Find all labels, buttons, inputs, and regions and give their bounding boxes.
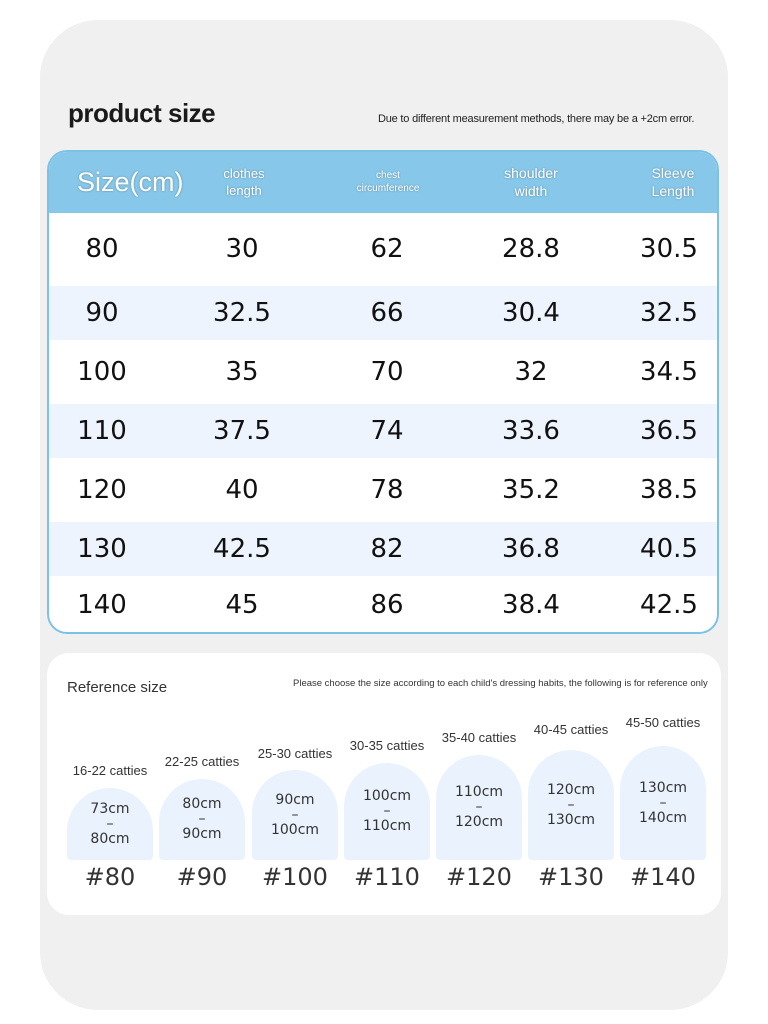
table-cell: 100	[77, 357, 127, 387]
size-code-label: #110	[354, 863, 420, 891]
table-cell: 130	[77, 534, 127, 564]
weight-range-label: 25-30 catties	[257, 746, 333, 761]
header-label-line2: length	[226, 182, 262, 198]
reference-size-item	[252, 653, 338, 915]
reference-size-item	[620, 653, 706, 915]
height-range-dash: –	[291, 806, 299, 823]
height-range-from: 130cm	[638, 779, 688, 796]
height-range-from: 90cm	[275, 791, 315, 808]
table-cell: 80	[85, 234, 119, 264]
page-title: product size	[68, 98, 216, 128]
reference-title: Reference size	[67, 679, 168, 696]
height-range-dash: –	[567, 796, 575, 813]
height-range-to: 140cm	[638, 809, 688, 826]
height-range-badge	[252, 770, 338, 860]
height-range-to: 130cm	[546, 811, 596, 828]
table-row	[49, 459, 717, 521]
reference-size-item	[159, 653, 245, 915]
table-cell: 70	[370, 357, 404, 387]
table-row	[49, 214, 717, 284]
height-range-from: 120cm	[546, 781, 596, 798]
height-range-to: 110cm	[362, 818, 412, 834]
height-range-badge	[620, 746, 706, 860]
header-label-line1: Sleeve	[651, 165, 695, 181]
header-label-line1: shoulder	[504, 165, 558, 181]
size-code-label: #80	[84, 863, 136, 891]
size-code-label: #90	[176, 863, 228, 891]
table-cell: 30.5	[640, 234, 698, 264]
header-clothes-length	[189, 152, 299, 213]
height-range-dash: –	[198, 811, 206, 827]
table-cell: 140	[77, 590, 127, 620]
table-cell: 38.4	[502, 590, 560, 620]
size-table	[47, 150, 719, 634]
weight-range-label: 22-25 catties	[164, 754, 240, 769]
table-cell: 62	[370, 234, 404, 264]
height-range-from: 100cm	[362, 788, 412, 804]
table-cell: 34.5	[640, 357, 698, 387]
table-cell: 35	[225, 357, 259, 387]
table-cell: 32.5	[640, 298, 698, 328]
height-range-to: 90cm	[182, 826, 222, 842]
table-cell: 37.5	[213, 416, 271, 446]
table-cell: 36.8	[502, 534, 560, 564]
height-range-to: 80cm	[90, 830, 130, 847]
table-cell: 40.5	[640, 534, 698, 564]
table-cell: 82	[370, 534, 404, 564]
header-chest-circumference	[329, 152, 447, 213]
height-range-from: 80cm	[182, 796, 222, 812]
weight-range-label: 45-50 catties	[625, 715, 701, 730]
reference-size-item	[67, 653, 153, 915]
table-cell: 90	[85, 298, 119, 328]
table-row	[49, 576, 717, 634]
size-code-label: #140	[630, 863, 696, 891]
table-cell: 110	[77, 416, 127, 446]
table-cell: 30.4	[502, 298, 560, 328]
table-cell: 28.8	[502, 234, 560, 264]
header-label-line2: Length	[651, 182, 695, 199]
table-cell: 66	[370, 298, 404, 328]
header-size-label: Size(cm)	[77, 166, 184, 197]
table-cell: 120	[77, 475, 127, 505]
table-cell: 32.5	[213, 298, 271, 328]
size-code-label: #130	[538, 863, 604, 891]
height-range-dash: –	[659, 794, 667, 811]
reference-size-item	[436, 653, 522, 915]
weight-range-label: 30-35 catties	[349, 738, 425, 753]
height-range-dash: –	[383, 803, 391, 819]
measurement-note: Due to different measurement methods, there may be a +2cm error.	[378, 113, 695, 125]
header-label-line1: chest	[376, 170, 400, 181]
table-cell: 86	[370, 590, 404, 620]
table-cell: 38.5	[640, 475, 698, 505]
header-label-line2: circumference	[356, 182, 420, 194]
size-code-label: #120	[446, 863, 512, 891]
height-range-badge	[344, 763, 430, 860]
table-cell: 42.5	[640, 590, 698, 620]
height-range-badge	[67, 788, 153, 860]
height-range-dash: –	[106, 815, 114, 832]
header-label-line2: width	[514, 182, 548, 199]
table-row	[49, 404, 717, 458]
table-row	[49, 286, 717, 340]
reference-size-panel	[47, 653, 721, 915]
height-range-to: 100cm	[270, 821, 320, 838]
weight-range-label: 35-40 catties	[441, 730, 517, 745]
height-range-badge	[528, 750, 614, 860]
height-range-from: 110cm	[454, 784, 504, 800]
table-row	[49, 522, 717, 576]
weight-range-label: 16-22 catties	[72, 763, 148, 778]
weight-range-label: 40-45 catties	[533, 722, 609, 737]
table-cell: 33.6	[502, 416, 560, 446]
size-code-label: #100	[262, 863, 328, 891]
table-cell: 74	[370, 416, 404, 446]
table-cell: 32	[514, 357, 548, 387]
header-sleeve-length	[617, 152, 719, 213]
header-label-line1: clothes	[223, 166, 265, 182]
height-range-badge	[159, 779, 245, 860]
table-cell: 35.2	[502, 475, 560, 505]
table-row	[49, 341, 717, 403]
header-shoulder-width	[475, 152, 587, 213]
reference-note: Please choose the size according to each child's dressing habits, the following is for reference only	[293, 678, 708, 689]
table-header	[49, 152, 717, 213]
height-range-from: 73cm	[90, 800, 130, 817]
table-cell: 36.5	[640, 416, 698, 446]
height-range-to: 120cm	[454, 814, 504, 830]
height-range-badge	[436, 755, 522, 860]
reference-size-item	[344, 653, 430, 915]
table-cell: 42.5	[213, 534, 271, 564]
reference-size-item	[528, 653, 614, 915]
table-cell: 45	[225, 590, 259, 620]
table-cell: 40	[225, 475, 259, 505]
table-cell: 78	[370, 475, 404, 505]
table-cell: 30	[225, 234, 259, 264]
height-range-dash: –	[475, 799, 483, 815]
